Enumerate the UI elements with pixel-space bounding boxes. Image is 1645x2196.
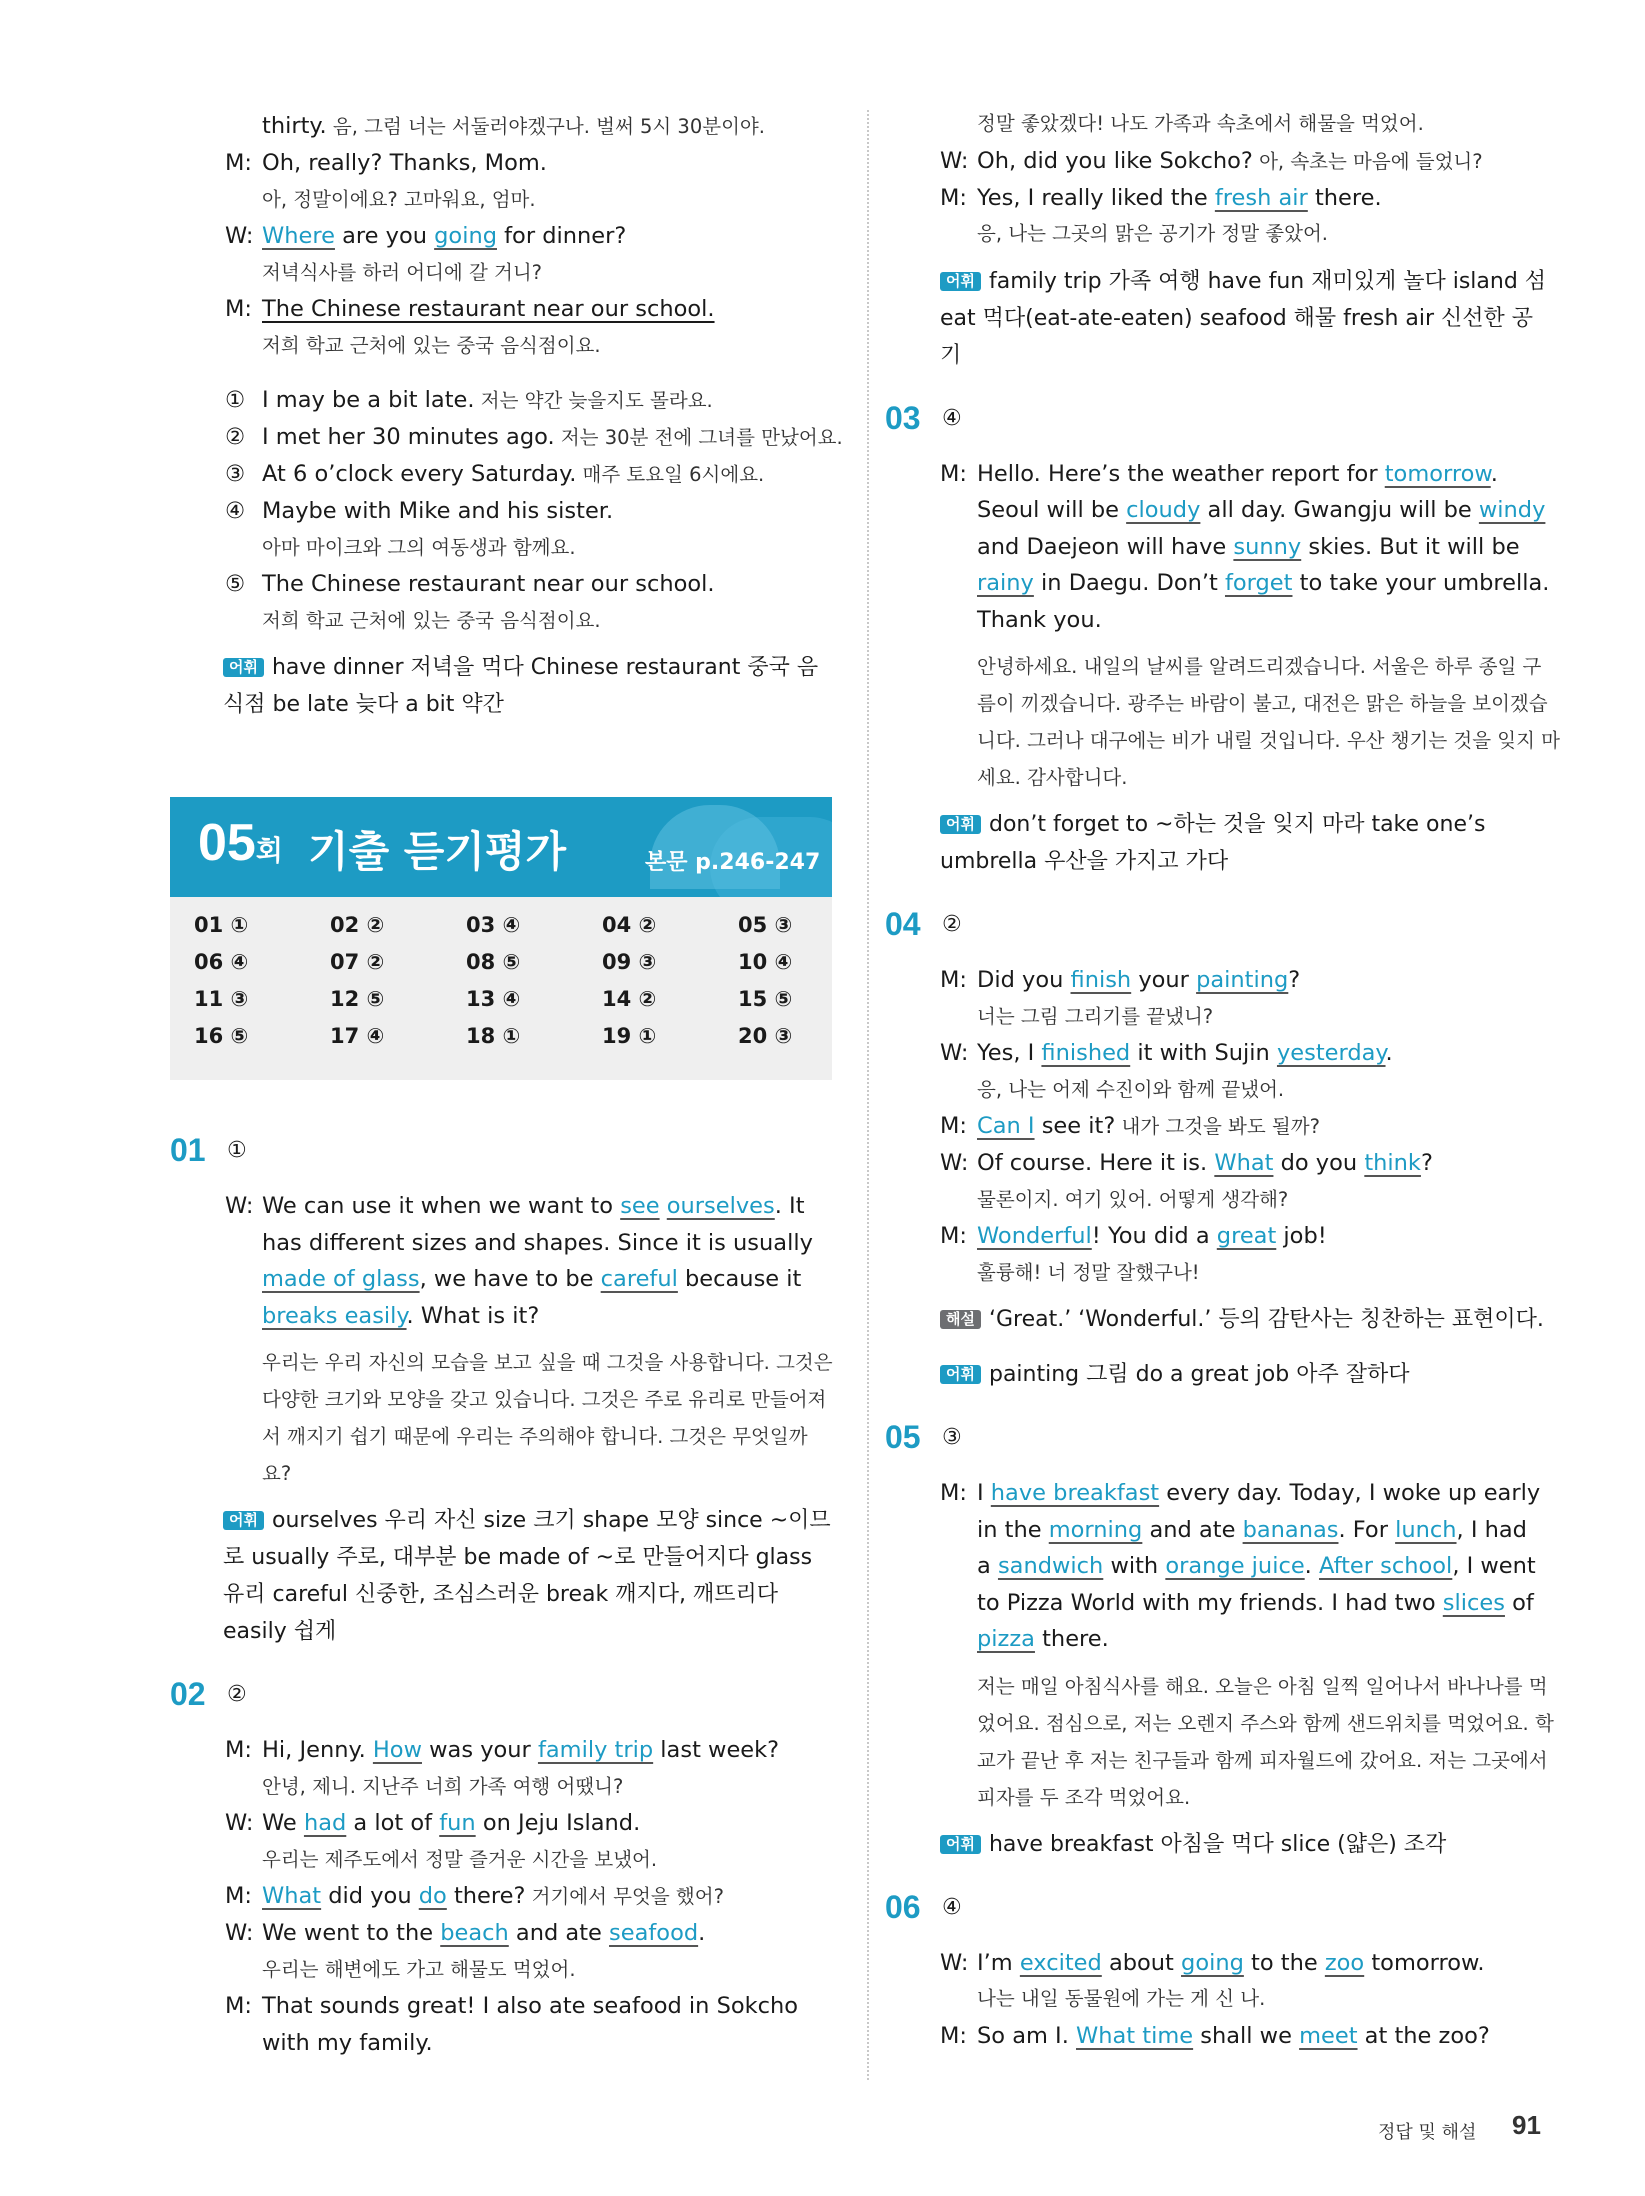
- script-line: M: I have breakfast every day. Today, I woke up early: [940, 1480, 1541, 1506]
- footer-label: 정답 및 해설: [1378, 2122, 1477, 2143]
- answer-key-item: 08 ⑤: [466, 950, 521, 974]
- vocab-note: 어휘 have dinner 저녁을 먹다 Chinese restaurant 중국 음식점 be late 늦다 a bit 약간: [223, 655, 819, 717]
- section-banner: [170, 797, 832, 897]
- answer-key-item: 11 ③: [194, 987, 249, 1011]
- vocab-note: 어휘 family trip 가족 여행 have fun 재미있게 놀다 island 섬 eat 먹다(eat-ate-eaten) seafood 해물 fresh air 신선한 공기: [940, 268, 1547, 368]
- script-line: M: Hi, Jenny. How was your family trip last week?: [225, 1737, 780, 1763]
- question-number: 04: [885, 906, 921, 942]
- answer-key-item: 01 ①: [194, 913, 249, 937]
- script-line: has different sizes and shapes. Since it is usually: [262, 1229, 813, 1256]
- script-line: in the morning and ate bananas. For lunch, I had: [977, 1516, 1527, 1543]
- translation-paragraph: 우리는 우리 자신의 모습을 보고 싶을 때 그것을 사용합니다. 그것은 다양한 크기와 모양을 갖고 있습니다. 그것은 주로 유리로 만들어져서 깨지기 쉽기 때문에 우리는 주의해야 합니다. 그것은 무엇일까요?: [262, 1351, 833, 1485]
- script-line: M: That sounds great! I also ate seafood in Sokcho: [225, 1993, 799, 2019]
- script-line: W: We went to the beach and ate seafood.: [225, 1920, 706, 1946]
- answer-key-item: 02 ②: [330, 913, 385, 937]
- banner-page-ref: 본문 p.246-247: [645, 850, 821, 875]
- answer-option: ③ At 6 o’clock every Saturday. 매주 토요일 6시에요.: [225, 461, 765, 487]
- answer-option: ② I met her 30 minutes ago. 저는 30분 전에 그녀를 만났어요.: [225, 424, 843, 450]
- translation-line: 정말 좋았겠다! 나도 가족과 속초에서 해물을 먹었어.: [977, 112, 1424, 135]
- script-line: W: I’m excited about going to the zoo tomorrow.: [940, 1949, 1485, 1976]
- script-line: made of glass, we have to be careful because it: [262, 1266, 802, 1292]
- script-line: Seoul will be cloudy all day. Gwangju will be windy: [977, 497, 1546, 523]
- script-line: pizza there.: [977, 1626, 1109, 1652]
- translation-line: 너는 그림 그리기를 끝냈니?: [977, 1004, 1214, 1028]
- question-answer: ④: [942, 405, 962, 431]
- left-column-bottom: [170, 1128, 835, 2061]
- answer-option: ⑤ The Chinese restaurant near our school.: [225, 571, 715, 597]
- script-line: W: Where are you going for dinner?: [225, 223, 627, 249]
- script-line: M: Did you finish your painting?: [940, 967, 1301, 993]
- answer-key-item: 06 ④: [194, 950, 249, 974]
- script-line: a sandwich with orange juice. After school, I went: [977, 1553, 1536, 1579]
- translation-line: 아, 정말이에요? 고마워요, 엄마.: [262, 187, 536, 211]
- script-line: to Pizza World with my friends. I had two slices of: [977, 1589, 1534, 1616]
- answer-key-item: 03 ④: [466, 913, 521, 937]
- translation-line: 우리는 제주도에서 정말 즐거운 시간을 보냈어.: [262, 1847, 658, 1871]
- answer-key-item: 10 ④: [738, 950, 793, 974]
- question-number: 01: [170, 1132, 206, 1168]
- right-column: [885, 106, 1560, 2054]
- answer-key-item: 04 ②: [602, 913, 657, 937]
- answer-key-item: 19 ①: [602, 1024, 657, 1048]
- question-answer: ②: [942, 912, 962, 937]
- script-line: rainy in Daegu. Don’t forget to take your umbrella.: [977, 570, 1550, 596]
- explanation-note: 해설 ‘Great.’ ‘Wonderful.’ 등의 감탄사는 칭찬하는 표현이다.: [940, 1301, 1550, 1338]
- translation-line: 응, 나는 어제 수진이와 함께 끝냈어.: [977, 1077, 1285, 1101]
- question-header: [885, 1885, 1560, 1945]
- translation-line: 안녕, 제니. 지난주 너희 가족 여행 어땠니?: [262, 1774, 624, 1798]
- banner-title: 기출 듣기평가: [308, 827, 567, 876]
- answer-key-item: 09 ③: [602, 950, 657, 974]
- script-line: M: What did you do there? 거기에서 무엇을 했어?: [225, 1883, 724, 1909]
- answer-key-item: 20 ③: [738, 1024, 793, 1048]
- vocab-note: 어휘 ourselves 우리 자신 size 크기 shape 모양 since ~이므로 usually 주로, 대부분 be made of ~로 만들어지다 glass 유리 careful 신중한, 조심스러운 break 깨지다, 깨뜨리다 easily 쉽게: [223, 1508, 831, 1644]
- translation-line: 나는 내일 동물원에 가는 게 신 나.: [977, 1987, 1266, 2010]
- question-header: [885, 902, 1560, 962]
- question-header: [170, 1672, 835, 1732]
- script-line: and Daejeon will have sunny skies. But it will be: [977, 533, 1520, 560]
- left-column-top: [223, 108, 843, 723]
- answer-key-item: 16 ⑤: [194, 1024, 249, 1048]
- translation-line: 우리는 해변에도 가고 해물도 먹었어.: [262, 1957, 576, 1981]
- script-line: with my family.: [262, 2029, 433, 2056]
- translation-paragraph: 저는 매일 아침식사를 해요. 오늘은 아침 일찍 일어나서 바나나를 먹었어요. 점심으로, 저는 오렌지 주스와 함께 샌드위치를 먹었어요. 학교가 끝난 후 저는 친구들과 함께 피자월드에 갔어요. 저는 그곳에서 피자를 두 조각 먹었어요.: [977, 1674, 1554, 1809]
- script-line: W: We can use it when we want to see ourselves. It: [225, 1193, 805, 1219]
- page-number: 91: [1512, 2110, 1541, 2140]
- answer-key: [170, 897, 832, 1080]
- question-answer: ④: [942, 1894, 962, 1920]
- translation-line: 저희 학교 근처에 있는 중국 음식점이요.: [262, 333, 601, 357]
- question-answer: ③: [942, 1425, 962, 1450]
- answer-option: ④ Maybe with Mike and his sister.: [225, 498, 614, 524]
- vocab-note: 어휘 have breakfast 아침을 먹다 slice (얇은) 조각: [940, 1826, 1550, 1863]
- translation-line: 응, 나는 그곳의 맑은 공기가 정말 좋았어.: [977, 222, 1328, 245]
- script-line: thirty. 음, 그럼 너는 서둘러야겠구나. 벌써 5시 30분이야.: [262, 113, 765, 139]
- translation-line: 훌륭해! 너 정말 잘했구나!: [977, 1260, 1200, 1284]
- answer-option: ① I may be a bit late. 저는 약간 늦을지도 몰라요.: [225, 387, 713, 413]
- question-answer: ②: [227, 1682, 247, 1707]
- banner-number: 05회: [198, 814, 283, 872]
- answer-key-item: 18 ①: [466, 1024, 521, 1048]
- answer-key-item: 15 ⑤: [738, 987, 793, 1011]
- answer-key-item: 13 ④: [466, 987, 521, 1011]
- question-number: 05: [885, 1419, 921, 1455]
- script-line: M: So am I. What time shall we meet at the zoo?: [940, 2022, 1490, 2049]
- translation-line: 아마 마이크와 그의 여동생과 함께요.: [262, 535, 576, 559]
- script-line: breaks easily. What is it?: [262, 1302, 540, 1329]
- script-line: M: Oh, really? Thanks, Mom.: [225, 150, 547, 176]
- translation-line: 저희 학교 근처에 있는 중국 음식점이요.: [262, 608, 601, 632]
- question-number: 02: [170, 1676, 206, 1712]
- script-line: W: Oh, did you like Sokcho? 아, 속초는 마음에 들었니?: [940, 147, 1483, 174]
- script-line: Thank you.: [977, 606, 1102, 633]
- answer-key-item: 05 ③: [738, 913, 793, 937]
- script-line: M: Hello. Here’s the weather report for tomorrow.: [940, 460, 1498, 487]
- script-line: W: We had a lot of fun on Jeju Island.: [225, 1810, 641, 1836]
- translation-line: 물론이지. 여기 있어. 어떻게 생각해?: [977, 1187, 1289, 1211]
- translation-paragraph: 안녕하세요. 내일의 날씨를 알려드리겠습니다. 서울은 하루 종일 구름이 끼겠습니다. 광주는 바람이 불고, 대전은 맑은 하늘을 보이겠습니다. 그러나 대구에는 비가 내릴 것입니다. 우산 챙기는 것을 잊지 마세요. 감사합니다.: [977, 655, 1560, 789]
- script-line: M: Yes, I really liked the fresh air there.: [940, 184, 1382, 211]
- column-divider: [867, 110, 869, 2080]
- script-line: M: Wonderful! You did a great job!: [940, 1223, 1327, 1249]
- answer-key-item: 14 ②: [602, 987, 657, 1011]
- translation-line: 저녁식사를 하러 어디에 갈 거니?: [262, 260, 543, 284]
- script-line: W: Of course. Here it is. What do you think?: [940, 1150, 1433, 1176]
- vocab-note: 어휘 don’t forget to ~하는 것을 잊지 마라 take one’s umbrella 우산을 가지고 가다: [940, 812, 1486, 874]
- vocab-note: 어휘 painting 그림 do a great job 아주 잘하다: [940, 1356, 1550, 1393]
- question-header: [170, 1128, 835, 1188]
- script-line: M: Can I see it? 내가 그것을 봐도 될까?: [940, 1113, 1320, 1139]
- question-number: 03: [885, 399, 921, 436]
- question-header: [885, 396, 1560, 456]
- answer-key-item: 12 ⑤: [330, 987, 385, 1011]
- answer-key-item: 17 ④: [330, 1024, 385, 1048]
- question-header: [885, 1415, 1560, 1475]
- question-answer: ①: [227, 1138, 247, 1163]
- script-line: W: Yes, I finished it with Sujin yesterday.: [940, 1040, 1393, 1066]
- answer-key-item: 07 ②: [330, 950, 385, 974]
- question-number: 06: [885, 1888, 921, 1925]
- script-line: M: The Chinese restaurant near our school.: [225, 296, 715, 322]
